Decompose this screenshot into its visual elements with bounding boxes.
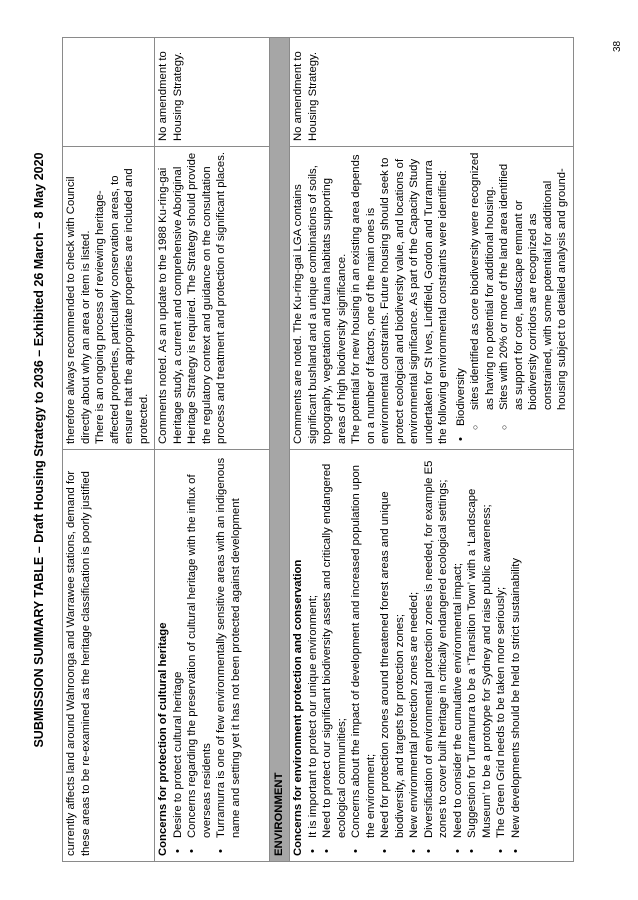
submission-cell — [63, 450, 155, 862]
response-text: Comments are noted. The Ku-ring-gai LGA contains significant bushland and a unique combinations of soils, topography, vegetation and fauna habitats supporting areas of high biodiversity significance. — [292, 165, 348, 444]
bullet-list — [171, 455, 244, 856]
response-text: Comments noted. As an update to the 1988 Ku-ring-gai Heritage study, a current and comprehensive Aboriginal Heritage Strategy is required. The Strategy should provide the regulatory context and guidance on the consultation process and treatment and protection of significant places. — [157, 151, 227, 444]
list-item: • Need for protection zones around threatened forest areas and unique biodiversity, and targets for protection zones; — [378, 455, 407, 838]
list-item: • Concerns about the impact of development and increased population upon the environment; — [349, 455, 378, 838]
list-item-label: Biodiversity — [454, 368, 467, 426]
action-cell — [155, 38, 270, 147]
sub-bullet-list — [468, 152, 570, 426]
list-item: • Concerns regarding the preservation of cultural heritage with the influx of overseas residents — [185, 455, 214, 838]
submission-cell — [290, 450, 574, 862]
table-row — [63, 38, 155, 862]
list-item: • Diversification of environmental protection zones is needed, for example E5 zones to cover built heritage in critically endangered ecological settings; — [422, 455, 451, 838]
action-cell — [290, 38, 574, 147]
page-number: 38 — [612, 40, 623, 52]
submission-cell — [155, 450, 270, 862]
bullet-list — [306, 455, 524, 856]
list-item: • Suggestion for Turramurra to be a ‘Transition Town’ with a ‘Landscape Museum’ to be a prototype for Sydney and raise public awareness; — [465, 455, 494, 838]
response-cell — [155, 147, 270, 450]
table-row — [290, 38, 574, 862]
action-text: No amendment to Housing Strategy. — [292, 51, 319, 141]
table-row — [155, 38, 270, 862]
section-heading: ENVIRONMENT — [270, 38, 290, 862]
section-row — [270, 38, 290, 862]
response-cell — [63, 147, 155, 450]
response-text: The potential for new housing in an existing area depends on a number of factors, one of the main ones is environmental constraints. Future housing should seek to protect ecological and biodiversity value, and locations of environmental significance. As part of the Capacity Study undertaken for St Ives, Lindfield, Gordon and Turramurra the following environmental constraints were identified: — [350, 154, 449, 444]
list-item — [454, 152, 570, 426]
bullet-list — [454, 152, 570, 444]
response-cell — [290, 147, 574, 450]
submission-heading: Concerns for protection of cultural heritage — [157, 622, 169, 856]
action-cell — [63, 38, 155, 147]
list-item: • Need to protect our significant biodiversity assets and critically endangered ecological communities; — [320, 455, 349, 838]
response-text: There is an ongoing process of reviewing heritage-affected properties, particularly conservation areas, to ensure that the appropriate properties are included and protected. — [94, 168, 150, 444]
response-text: therefore always recommended to check with Council directly about why an area or item is listed. — [65, 176, 92, 444]
list-item: • New developments should be held to strict sustainability — [509, 455, 524, 838]
submission-heading: Concerns for environment protection and conservation — [292, 559, 304, 856]
list-item: • Turramurra is one of few environmentally sensitive areas with an indigenous name and setting yet it has not been protected against development — [214, 455, 243, 838]
submission-text: currently affects land around Wahroonga and Warrawee stations, demand for these areas to be re-examined as the heritage classification is poorly justified — [65, 470, 92, 856]
sub-list-item: ○ sites identified as core biodiversity were recognized as having no potential for additional housing. — [468, 152, 497, 410]
sub-list-item: ○ Sites with 20% or more of the land area identified as support for core, landscape remnant or biodiversity corridors are recognized as constrained, with some potential for additional housing subject to detailed analysis and ground- — [497, 152, 570, 410]
list-item: • It is important to protect our unique environment; — [306, 455, 321, 838]
page-title: SUBMISSION SUMMARY TABLE – Draft Housing Strategy to 2036 – Exhibited 26 March – 8 May 2020 — [32, 152, 46, 748]
list-item: • Desire to protect cultural heritage — [171, 455, 186, 838]
list-item: • Need to consider the cumulative environmental impact; — [451, 455, 466, 838]
list-item: • The Green Grid needs to be taken more seriously; — [494, 455, 509, 838]
submission-summary-table — [62, 37, 574, 862]
action-text: No amendment to Housing Strategy. — [157, 51, 184, 141]
list-item: • New environmental protection zones are needed; — [407, 455, 422, 838]
